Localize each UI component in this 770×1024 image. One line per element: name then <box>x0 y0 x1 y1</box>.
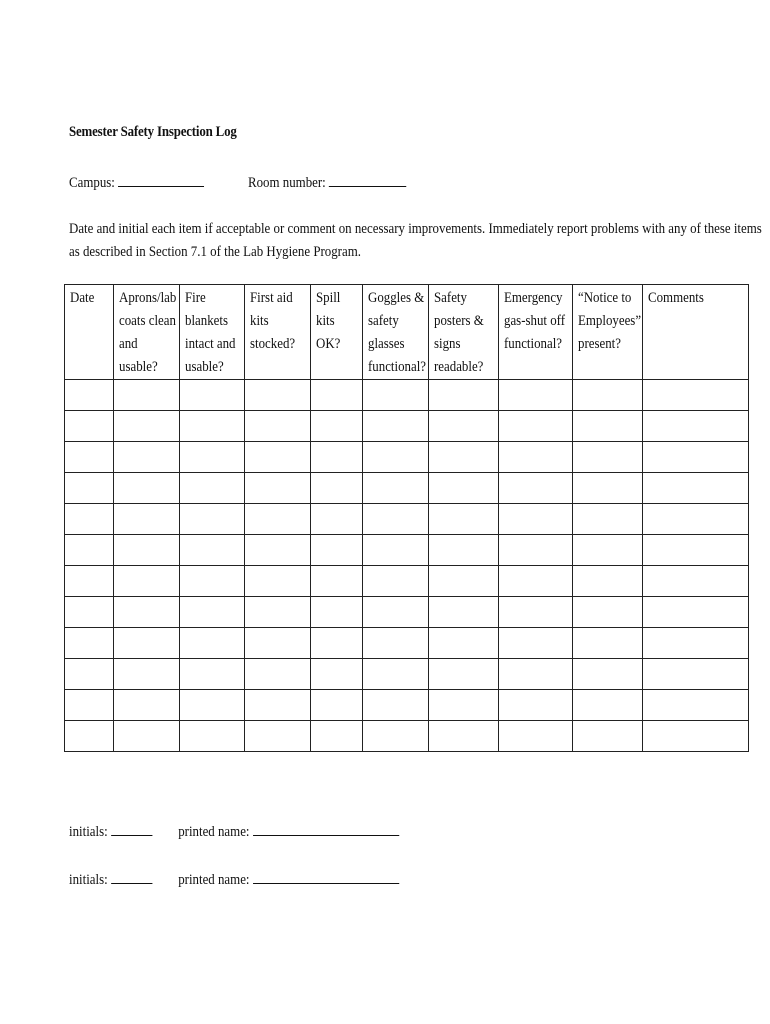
table-cell[interactable] <box>311 597 363 628</box>
table-cell[interactable] <box>363 473 429 504</box>
table-cell[interactable] <box>499 628 573 659</box>
table-cell[interactable] <box>245 504 311 535</box>
header-aprons: Aprons/lab coats clean and usable? <box>114 285 180 380</box>
table-cell[interactable] <box>311 411 363 442</box>
table-cell[interactable] <box>65 504 114 535</box>
table-cell[interactable] <box>180 473 245 504</box>
table-cell[interactable] <box>573 504 643 535</box>
instructions-line-2: as described in Section 7.1 of the Lab Hygiene Program. <box>69 244 361 260</box>
table-cell[interactable] <box>180 566 245 597</box>
table-cell[interactable] <box>311 380 363 411</box>
table-cell[interactable] <box>114 411 180 442</box>
table-cell[interactable] <box>180 628 245 659</box>
header-spill-kits: Spill kits OK? <box>311 285 363 380</box>
table-cell[interactable] <box>245 380 311 411</box>
table-cell[interactable] <box>180 411 245 442</box>
table-cell[interactable] <box>180 504 245 535</box>
table-cell[interactable] <box>311 442 363 473</box>
signature-line-1 <box>69 821 399 841</box>
table-cell[interactable] <box>114 535 180 566</box>
table-cell[interactable] <box>311 690 363 721</box>
table-row <box>65 721 749 752</box>
table-cell[interactable] <box>643 566 749 597</box>
table-cell[interactable] <box>573 628 643 659</box>
header-notice-to-employees: “Notice to Employees” present? <box>573 285 643 380</box>
table-row <box>65 566 749 597</box>
table-cell[interactable] <box>429 597 499 628</box>
printed-name-blank[interactable] <box>253 869 399 884</box>
table-cell[interactable] <box>643 721 749 752</box>
initials-label: initials: <box>69 824 108 840</box>
table-cell[interactable] <box>643 442 749 473</box>
table-cell[interactable] <box>499 690 573 721</box>
printed-name-label: printed name: <box>178 872 250 888</box>
table-cell[interactable] <box>180 535 245 566</box>
table-cell[interactable] <box>65 690 114 721</box>
table-cell[interactable] <box>114 442 180 473</box>
table-cell[interactable] <box>65 597 114 628</box>
table-cell[interactable] <box>114 721 180 752</box>
table-cell[interactable] <box>245 690 311 721</box>
table-cell[interactable] <box>573 411 643 442</box>
table-cell[interactable] <box>65 628 114 659</box>
table-cell[interactable] <box>363 504 429 535</box>
table-cell[interactable] <box>180 380 245 411</box>
table-cell[interactable] <box>573 566 643 597</box>
page-title: Semester Safety Inspection Log <box>69 124 237 140</box>
inspection-log-table <box>64 284 749 752</box>
table-row <box>65 535 749 566</box>
table-cell[interactable] <box>499 473 573 504</box>
table-cell[interactable] <box>180 597 245 628</box>
table-cell[interactable] <box>65 473 114 504</box>
initials-blank[interactable] <box>111 821 152 836</box>
table-row <box>65 597 749 628</box>
room-number-label: Room number: <box>248 175 326 191</box>
table-cell[interactable] <box>114 690 180 721</box>
table-cell[interactable] <box>499 597 573 628</box>
table-row <box>65 628 749 659</box>
table-cell[interactable] <box>499 411 573 442</box>
table-cell[interactable] <box>180 442 245 473</box>
header-safety-posters: Safety posters & signs readable? <box>429 285 499 380</box>
table-cell[interactable] <box>429 535 499 566</box>
table-cell[interactable] <box>499 442 573 473</box>
table-cell[interactable] <box>65 566 114 597</box>
table-cell[interactable] <box>311 473 363 504</box>
table-cell[interactable] <box>180 659 245 690</box>
header-first-aid: First aid kits stocked? <box>245 285 311 380</box>
table-cell[interactable] <box>114 659 180 690</box>
table-cell[interactable] <box>65 380 114 411</box>
campus-blank[interactable] <box>118 172 204 187</box>
table-cell[interactable] <box>499 380 573 411</box>
campus-label: Campus: <box>69 175 115 191</box>
table-cell[interactable] <box>363 659 429 690</box>
instructions-line-1: Date and initial each item if acceptable or comment on necessary improvements. Immediately report problems with any of these items <box>69 221 762 237</box>
table-cell[interactable] <box>429 504 499 535</box>
table-row <box>65 442 749 473</box>
table-row <box>65 690 749 721</box>
table-cell[interactable] <box>573 535 643 566</box>
table-cell[interactable] <box>311 535 363 566</box>
table-cell[interactable] <box>180 721 245 752</box>
table-row <box>65 504 749 535</box>
header-goggles: Goggles & safety glasses functional? <box>363 285 429 380</box>
table-cell[interactable] <box>65 411 114 442</box>
table-cell[interactable] <box>114 504 180 535</box>
table-cell[interactable] <box>643 597 749 628</box>
table-cell[interactable] <box>311 566 363 597</box>
table-cell[interactable] <box>363 628 429 659</box>
table-cell[interactable] <box>499 504 573 535</box>
table-cell[interactable] <box>573 721 643 752</box>
table-cell[interactable] <box>643 659 749 690</box>
table-cell[interactable] <box>429 721 499 752</box>
table-body <box>65 380 749 752</box>
table-cell[interactable] <box>429 473 499 504</box>
table-cell[interactable] <box>643 473 749 504</box>
table-cell[interactable] <box>65 659 114 690</box>
campus-field <box>69 172 204 192</box>
table-cell[interactable] <box>363 597 429 628</box>
table-cell[interactable] <box>311 504 363 535</box>
table-cell[interactable] <box>245 597 311 628</box>
table-cell[interactable] <box>65 721 114 752</box>
table-header-row <box>65 285 749 380</box>
table-cell[interactable] <box>245 535 311 566</box>
table-cell[interactable] <box>245 411 311 442</box>
table-cell[interactable] <box>363 690 429 721</box>
table-cell[interactable] <box>573 690 643 721</box>
table-row <box>65 380 749 411</box>
table-cell[interactable] <box>643 504 749 535</box>
printed-name-label: printed name: <box>178 824 250 840</box>
table-cell[interactable] <box>363 535 429 566</box>
table-cell[interactable] <box>499 535 573 566</box>
table-cell[interactable] <box>363 721 429 752</box>
table-cell[interactable] <box>245 628 311 659</box>
table-cell[interactable] <box>65 535 114 566</box>
table-cell[interactable] <box>429 628 499 659</box>
table-cell[interactable] <box>643 628 749 659</box>
header-emergency-gas: Emergency gas-shut off functional? <box>499 285 573 380</box>
table-cell[interactable] <box>65 442 114 473</box>
table-cell[interactable] <box>429 659 499 690</box>
table-cell[interactable] <box>180 690 245 721</box>
table-cell[interactable] <box>499 721 573 752</box>
table-cell[interactable] <box>114 628 180 659</box>
table-cell[interactable] <box>363 442 429 473</box>
table-cell[interactable] <box>114 566 180 597</box>
table-cell[interactable] <box>429 411 499 442</box>
table-cell[interactable] <box>363 411 429 442</box>
table-cell[interactable] <box>643 411 749 442</box>
table-cell[interactable] <box>643 535 749 566</box>
table-row <box>65 659 749 690</box>
table-cell[interactable] <box>114 473 180 504</box>
table-cell[interactable] <box>499 566 573 597</box>
table-cell[interactable] <box>245 473 311 504</box>
table-cell[interactable] <box>643 690 749 721</box>
table-cell[interactable] <box>245 721 311 752</box>
table-cell[interactable] <box>114 380 180 411</box>
table-cell[interactable] <box>311 721 363 752</box>
table-cell[interactable] <box>429 690 499 721</box>
signature-line-2 <box>69 869 399 889</box>
table-cell[interactable] <box>311 628 363 659</box>
table-cell[interactable] <box>643 380 749 411</box>
table-cell[interactable] <box>573 442 643 473</box>
room-number-blank[interactable] <box>329 172 406 187</box>
table-cell[interactable] <box>363 566 429 597</box>
table-row <box>65 411 749 442</box>
header-date: Date <box>65 285 114 380</box>
room-number-field <box>248 172 407 192</box>
header-fire-blankets: Fire blankets intact and usable? <box>180 285 245 380</box>
table-cell[interactable] <box>245 566 311 597</box>
instructions <box>69 218 762 264</box>
printed-name-blank[interactable] <box>253 821 399 836</box>
table-cell[interactable] <box>429 442 499 473</box>
table-cell[interactable] <box>245 442 311 473</box>
initials-blank[interactable] <box>111 869 152 884</box>
table-row <box>65 473 749 504</box>
table-cell[interactable] <box>573 659 643 690</box>
table-cell[interactable] <box>429 380 499 411</box>
initials-label: initials: <box>69 872 108 888</box>
table-cell[interactable] <box>573 597 643 628</box>
table-cell[interactable] <box>573 473 643 504</box>
table-cell[interactable] <box>311 659 363 690</box>
table-cell[interactable] <box>363 380 429 411</box>
table-cell[interactable] <box>499 659 573 690</box>
table-cell[interactable] <box>114 597 180 628</box>
table-cell[interactable] <box>573 380 643 411</box>
table-cell[interactable] <box>429 566 499 597</box>
header-comments: Comments <box>643 285 749 380</box>
table-cell[interactable] <box>245 659 311 690</box>
